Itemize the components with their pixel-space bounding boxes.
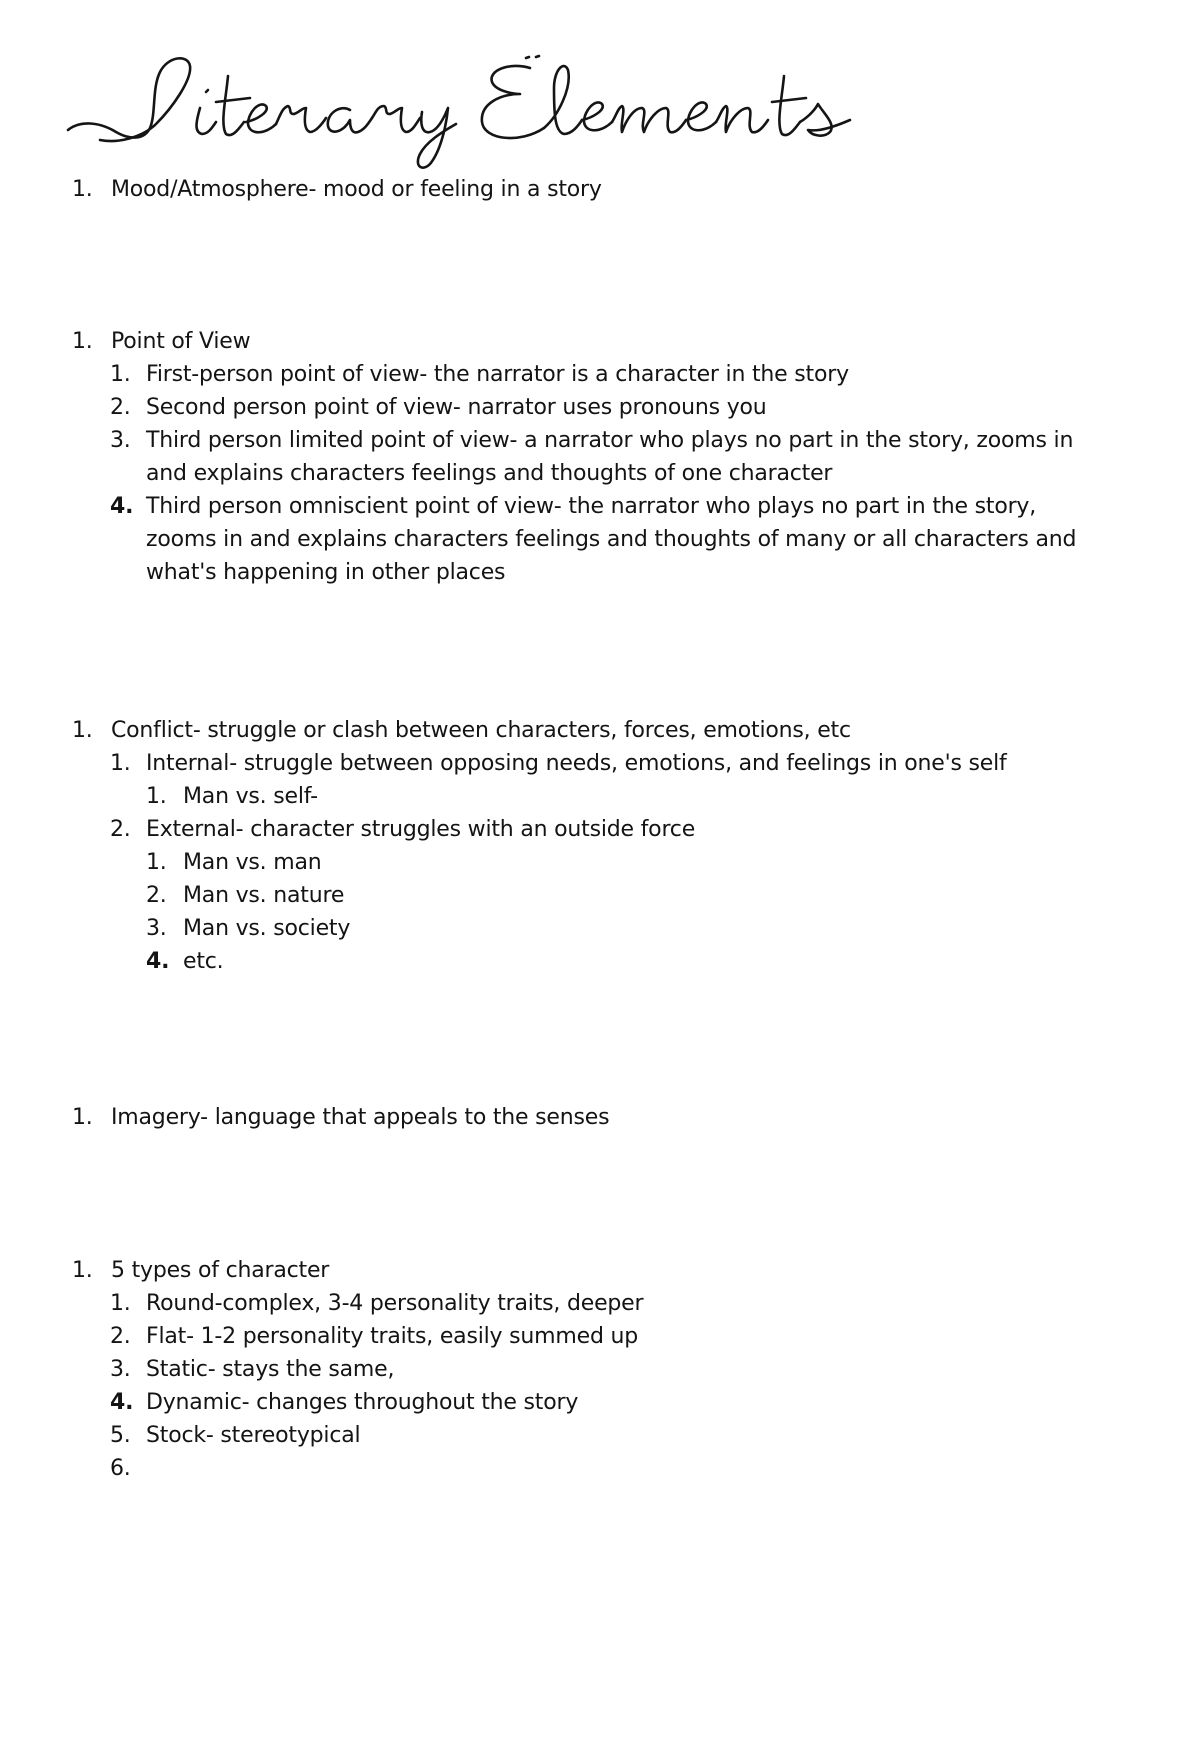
page-title [60, 28, 960, 178]
list-item-man-vs-society [0, 914, 1100, 944]
list-text: Flat- 1-2 personality traits, easily summed up [146, 1324, 639, 1349]
script-title-lettering [60, 28, 960, 178]
list-text: what's happening in other places [146, 560, 506, 585]
list-item-types-of-character [0, 1256, 1100, 1286]
list-number: 6. [110, 1456, 131, 1481]
list-number: 4. [110, 494, 134, 519]
list-item-etc [0, 947, 1100, 977]
list-item-continuation [0, 525, 1100, 555]
list-text: Conflict- struggle or clash between characters, forces, emotions, etc [111, 718, 851, 743]
list-text: Mood/Atmosphere- mood or feeling in a story [111, 177, 602, 202]
list-number: 4. [110, 1390, 134, 1415]
list-text: etc. [183, 949, 224, 974]
list-text: Stock- stereotypical [146, 1423, 361, 1448]
list-text: Internal- struggle between opposing needs, emotions, and feelings in one's self [146, 751, 1007, 776]
list-text: and explains characters feelings and thoughts of one character [146, 461, 833, 486]
list-number: 2. [110, 1324, 131, 1349]
list-item-third-person-limited [0, 426, 1100, 456]
list-text: Point of View [111, 329, 251, 354]
list-item-mood [0, 175, 1100, 205]
list-number: 3. [110, 428, 131, 453]
list-item-dynamic [0, 1388, 1100, 1418]
list-number: 2. [146, 883, 167, 908]
list-number: 1. [146, 784, 167, 809]
list-number: 5. [110, 1423, 131, 1448]
list-number: 1. [110, 362, 131, 387]
list-number: 2. [110, 395, 131, 420]
list-number: 1. [72, 1258, 93, 1283]
list-number: 3. [110, 1357, 131, 1382]
list-text: Third person omniscient point of view- the narrator who plays no part in the story, [146, 494, 1037, 519]
list-number: 3. [146, 916, 167, 941]
list-item-static [0, 1355, 1100, 1385]
list-number: 4. [146, 949, 170, 974]
list-text: Static- stays the same, [146, 1357, 395, 1382]
list-item-third-person-omniscient [0, 492, 1100, 522]
list-number: 1. [72, 177, 93, 202]
list-item-stock [0, 1421, 1100, 1451]
list-number: 1. [146, 850, 167, 875]
list-item-point-of-view [0, 327, 1100, 357]
list-text: Second person point of view- narrator uses pronouns you [146, 395, 767, 420]
list-text: 5 types of character [111, 1258, 330, 1283]
list-text: Round-complex, 3-4 personality traits, deeper [146, 1291, 644, 1316]
list-item-second-person [0, 393, 1100, 423]
list-text: First-person point of view- the narrator is a character in the story [146, 362, 849, 387]
list-text: External- character struggles with an outside force [146, 817, 696, 842]
list-item-internal [0, 749, 1100, 779]
list-text: zooms in and explains characters feelings and thoughts of many or all characters and [146, 527, 1077, 552]
list-item-man-vs-self [0, 782, 1100, 812]
list-item-continuation [0, 459, 1100, 489]
list-text: Man vs. nature [183, 883, 345, 908]
list-item-man-vs-man [0, 848, 1100, 878]
list-text: Man vs. society [183, 916, 351, 941]
list-text: Man vs. self- [183, 784, 318, 809]
list-item-continuation [0, 558, 1100, 588]
list-item-first-person [0, 360, 1100, 390]
list-number: 1. [110, 751, 131, 776]
list-item-round [0, 1289, 1100, 1319]
list-item-empty [0, 1454, 1100, 1484]
list-text: Imagery- language that appeals to the senses [111, 1105, 610, 1130]
list-item-conflict [0, 716, 1100, 746]
list-number: 1. [72, 329, 93, 354]
list-number: 1. [72, 1105, 93, 1130]
list-number: 1. [72, 718, 93, 743]
list-item-flat [0, 1322, 1100, 1352]
list-text: Man vs. man [183, 850, 322, 875]
list-text: Third person limited point of view- a narrator who plays no part in the story, zooms in [146, 428, 1074, 453]
list-number: 1. [110, 1291, 131, 1316]
list-item-external [0, 815, 1100, 845]
list-item-imagery [0, 1103, 1100, 1133]
list-text: Dynamic- changes throughout the story [146, 1390, 579, 1415]
list-item-man-vs-nature [0, 881, 1100, 911]
list-number: 2. [110, 817, 131, 842]
